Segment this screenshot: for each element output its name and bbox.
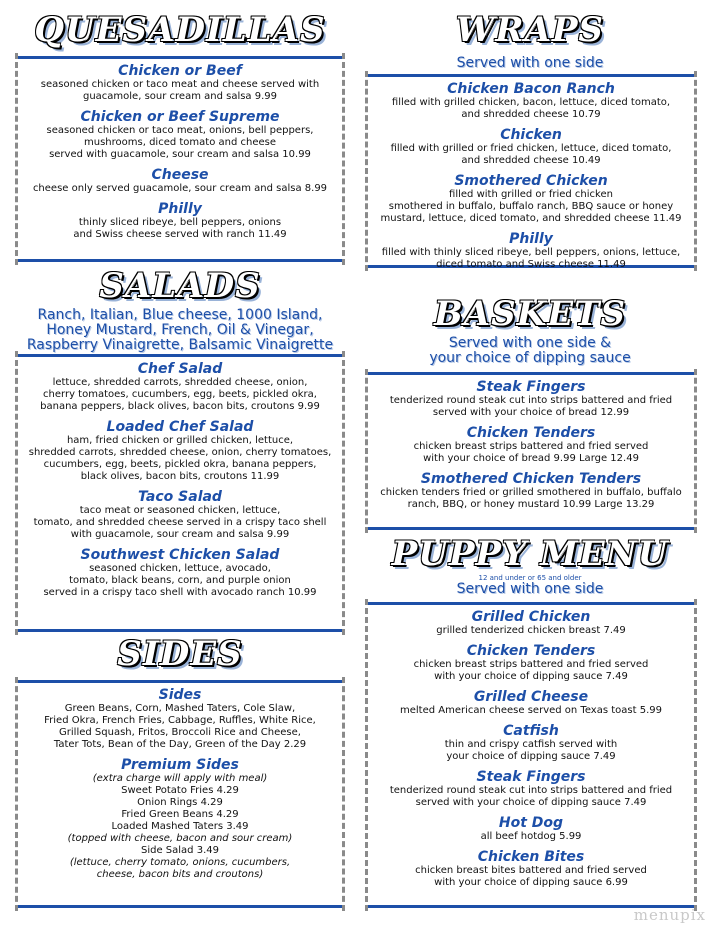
menu-item: [368, 231, 694, 271]
menu-item-description: Green Beans, Corn, Mashed Taters, Cole Slaw,: [64, 703, 296, 714]
menu-item-description: and shredded cheese 10.49: [461, 155, 601, 166]
menu-item-name: Loaded Chef Salad: [106, 419, 254, 435]
menu-item-description: Loaded Mashed Taters 3.49: [111, 821, 249, 832]
menu-item-description: all beef hotdog 5.99: [480, 831, 582, 842]
menu-item-description: Side Salad 3.49: [141, 845, 219, 856]
menu-item-name: Sides: [158, 687, 202, 703]
menu-item-description: cheese only served guacamole, sour cream and salsa 8.99: [32, 183, 328, 194]
salads-box: [18, 354, 342, 632]
menu-item-name: Chicken Bacon Ranch: [447, 81, 615, 97]
menu-item-description: banana peppers, black olives, bacon bits, croutons 9.99: [40, 401, 320, 412]
menu-item-description: mustard, lettuce, diced tomato, and shredded cheese 11.49: [380, 213, 682, 224]
menu-item-name: Smothered Chicken Tenders: [420, 471, 642, 487]
subtitle-line: Honey Mustard, French, Oil & Vinegar,: [46, 322, 314, 338]
puppy-age-note: 12 and under or 65 and older: [478, 574, 582, 582]
menu-item-name: Steak Fingers: [476, 379, 586, 395]
menu-item: [368, 81, 694, 121]
menu-item: [368, 127, 694, 167]
menu-item-description: shredded carrots, shredded cheese, onion, cherry tomatoes,: [28, 447, 332, 458]
menu-item: [18, 489, 342, 541]
menu-item-name: Philly: [158, 201, 202, 217]
menu-item-name: Catfish: [503, 723, 559, 739]
menu-item-description: seasoned chicken or taco meat, onions, bell peppers,: [46, 125, 314, 136]
puppy-menu-heading: PUPPY MENU: [391, 534, 669, 574]
menu-item-description: cheese, bacon bits and croutons): [96, 869, 264, 880]
menu-item: [368, 769, 694, 809]
menu-item-description: (lettuce, cherry tomato, onions, cucumbers,: [69, 857, 291, 868]
menu-item-description: chicken tenders fried or grilled smothered in buffalo, buffalo: [380, 487, 682, 498]
menu-item-description: served in a crispy taco shell with avocado ranch 10.99: [43, 587, 317, 598]
menu-item: [18, 687, 342, 751]
menu-item-description: melted American cheese served on Texas toast 5.99: [400, 705, 662, 716]
menu-item-name: Cheese: [151, 167, 209, 183]
menu-item: [18, 109, 342, 161]
menu-item: [18, 547, 342, 599]
menu-item-name: Chicken or Beef Supreme: [80, 109, 280, 125]
menu-item-name: Grilled Chicken: [471, 609, 591, 625]
watermark-logo: menupix: [633, 906, 706, 924]
wraps-subtitle: Served with one side: [456, 55, 604, 71]
menu-item-description: guacamole, sour cream and salsa 9.99: [82, 91, 278, 102]
menu-item: [18, 361, 342, 413]
menu-item-name: Chicken Tenders: [466, 643, 596, 659]
menu-item-description: and Swiss cheese served with ranch 11.49: [73, 229, 287, 240]
menu-item-description: Grilled Squash, Fritos, Broccoli Rice and Cheese,: [59, 727, 301, 738]
menu-item-name: Grilled Cheese: [473, 689, 589, 705]
menu-item: [368, 609, 694, 637]
wraps-heading: WRAPS: [456, 10, 604, 50]
menu-item-description: tenderized round steak cut into strips battered and fried: [389, 785, 673, 796]
menu-item-description: tomato, black beans, corn, and purple onion: [69, 575, 291, 586]
menu-item-name: Taco Salad: [138, 489, 222, 505]
menu-item-name: Philly: [509, 231, 553, 247]
puppy-subtitle: Served with one side: [456, 581, 604, 597]
menu-item-description: chicken breast strips battered and fried served: [413, 441, 649, 452]
menu-item: [368, 689, 694, 717]
sides-heading: SIDES: [117, 634, 243, 674]
menu-item-name: Southwest Chicken Salad: [80, 547, 280, 563]
menu-item-description: Tater Tots, Bean of the Day, Green of the Day 2.29: [53, 739, 307, 750]
menu-item: [18, 201, 342, 241]
menu-item-description: Fried Okra, French Fries, Cabbage, Ruffles, White Rice,: [44, 715, 316, 726]
puppy-menu-box: [368, 602, 694, 908]
baskets-subtitle: [364, 336, 696, 366]
menu-item-description: cucumbers, egg, beets, pickled okra, banana peppers,: [43, 459, 317, 470]
menu-item-name: Chef Salad: [137, 361, 223, 377]
menu-item-description: diced tomato and Swiss cheese 11.49: [436, 259, 626, 270]
menu-item: [368, 425, 694, 465]
menu-item-description: with your choice of dipping sauce 6.99: [434, 877, 628, 888]
menu-item-description: ranch, BBQ, or honey mustard 10.99 Large 13.29: [407, 499, 655, 510]
menu-item-description: lettuce, shredded carrots, shredded cheese, onion,: [52, 377, 308, 388]
menu-item-name: Steak Fingers: [476, 769, 586, 785]
subtitle-line: Served with one side &: [448, 335, 612, 351]
menu-item-description: thinly sliced ribeye, bell peppers, onions: [78, 217, 282, 228]
menu-item: [368, 471, 694, 511]
menu-item-description: cherry tomatoes, cucumbers, egg, beets, pickled okra,: [43, 389, 317, 400]
menu-item-description: filled with grilled or fried chicken: [449, 189, 613, 200]
menu-item-name: Chicken or Beef: [118, 63, 242, 79]
menu-item-name: Chicken Bites: [477, 849, 585, 865]
menu-item-description: mushrooms, diced tomato and cheese: [84, 137, 276, 148]
menu-item-name: Chicken Tenders: [466, 425, 596, 441]
menu-item-description: filled with grilled or fried chicken, lettuce, diced tomato,: [390, 143, 672, 154]
menu-item-description: with your choice of dipping sauce 7.49: [434, 671, 628, 682]
baskets-box: [368, 372, 694, 530]
menu-item-description: grilled tenderized chicken breast 7.49: [436, 625, 626, 636]
menu-item-description: ham, fried chicken or grilled chicken, lettuce,: [66, 435, 294, 446]
menu-item-description: Sweet Potato Fries 4.29: [121, 785, 239, 796]
baskets-heading: BASKETS: [434, 294, 626, 334]
menu-item-description: Fried Green Beans 4.29: [121, 809, 239, 820]
menu-item-name: Smothered Chicken: [454, 173, 608, 189]
menu-item-description: (extra charge will apply with meal): [92, 773, 268, 784]
menu-item: [18, 419, 342, 483]
menu-item: [18, 757, 342, 881]
menu-item: [368, 643, 694, 683]
menu-item-description: tenderized round steak cut into strips battered and fried: [389, 395, 673, 406]
menu-item-description: seasoned chicken, lettuce, avocado,: [89, 563, 271, 574]
menu-item-description: Onion Rings 4.29: [137, 797, 223, 808]
subtitle-line: Ranch, Italian, Blue cheese, 1000 Island,: [37, 307, 323, 323]
menu-item-description: seasoned chicken or taco meat and cheese served with: [40, 79, 320, 90]
menu-item-description: served with your choice of bread 12.99: [432, 407, 630, 418]
menu-item-description: your choice of dipping sauce 7.49: [446, 751, 616, 762]
menu-item: [18, 167, 342, 195]
menu-item-description: filled with thinly sliced ribeye, bell peppers, onions, lettuce,: [381, 247, 681, 258]
salads-heading: SALADS: [99, 266, 261, 306]
menu-item-name: Premium Sides: [121, 757, 239, 773]
menu-item-description: chicken breast bites battered and fried served: [415, 865, 647, 876]
menu-item-description: thin and crispy catfish served with: [444, 739, 618, 750]
subtitle-line: Raspberry Vinaigrette, Balsamic Vinaigrette: [26, 337, 334, 353]
menu-item: [368, 815, 694, 843]
wraps-box: [368, 74, 694, 268]
menu-item-name: Chicken: [500, 127, 562, 143]
menu-item: [368, 849, 694, 889]
menu-item-description: tomato, and shredded cheese served in a crispy taco shell: [33, 517, 327, 528]
menu-item-description: taco meat or seasoned chicken, lettuce,: [79, 505, 281, 516]
subtitle-line: your choice of dipping sauce: [429, 350, 631, 366]
menu-item-description: chicken breast strips battered and fried served: [413, 659, 649, 670]
menu-item: [368, 723, 694, 763]
menu-item-description: and shredded cheese 10.79: [461, 109, 601, 120]
menu-item-description: smothered in buffalo, buffalo ranch, BBQ sauce or honey: [388, 201, 674, 212]
menu-item-description: black olives, bacon bits, croutons 11.99: [80, 471, 280, 482]
menu-item-description: with guacamole, sour cream and salsa 9.99: [70, 529, 290, 540]
menu-item-description: with your choice of bread 9.99 Large 12.49: [423, 453, 639, 464]
salad-dressings: [20, 308, 340, 353]
menu-item: [368, 173, 694, 225]
quesadillas-box: [18, 56, 342, 262]
menu-item-description: served with your choice of dipping sauce 7.49: [415, 797, 647, 808]
menu-item: [18, 63, 342, 103]
menu-item: [368, 379, 694, 419]
menu-item-description: served with guacamole, sour cream and salsa 10.99: [49, 149, 311, 160]
sides-box: [18, 680, 342, 908]
quesadillas-heading: QUESADILLAS: [34, 10, 326, 50]
menu-item-name: Hot Dog: [498, 815, 564, 831]
menu-item-description: filled with grilled chicken, bacon, lettuce, diced tomato,: [391, 97, 671, 108]
menu-item-description: (topped with cheese, bacon and sour cream): [67, 833, 293, 844]
